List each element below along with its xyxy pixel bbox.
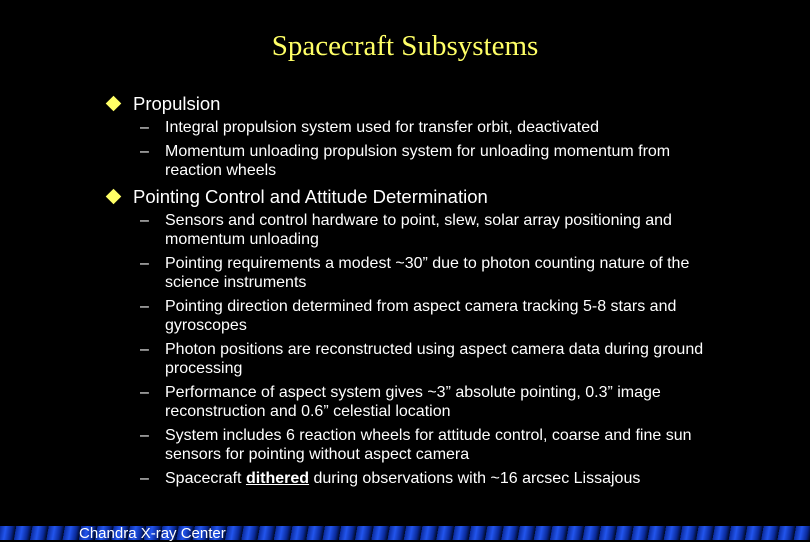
slide-title: Spacecraft Subsystems [271, 30, 539, 62]
diamond-bullet-icon [106, 96, 122, 112]
dash-marker: – [140, 119, 149, 136]
dash-marker: – [140, 383, 149, 401]
bullet-label: Propulsion [133, 93, 221, 114]
footer-text: Chandra X-ray Center [79, 525, 226, 542]
sub-item: – Performance of aspect system gives ~3” absolute pointing, 0.3” image reconstruction and 0.6” celestial location [140, 383, 661, 420]
dash-marker: – [140, 142, 149, 160]
pointing-sub-list [140, 211, 748, 489]
dash-marker: – [140, 340, 149, 358]
sub-item: – System includes 6 reaction wheels for attitude control, coarse and fine sun sensors for pointing without aspect camera [140, 426, 692, 463]
bullet-pointing-control [108, 185, 748, 208]
sub-item: – Integral propulsion system used for transfer orbit, deactivated [140, 119, 599, 136]
propulsion-sub-list [140, 118, 748, 181]
sub-item: – Sensors and control hardware to point, slew, solar array positioning and momentum unloading [140, 211, 672, 248]
slide-content [108, 92, 748, 492]
emphasized-word: dithered [245, 469, 310, 487]
bullet-label: Pointing Control and Attitude Determination [133, 185, 488, 207]
dash-marker: – [140, 297, 149, 315]
dash-marker: – [140, 426, 149, 444]
dash-marker: – [140, 254, 149, 272]
sub-item: – Photon positions are reconstructed using aspect camera data during ground processing [140, 340, 704, 377]
diamond-bullet-icon [106, 188, 122, 204]
sub-item-dithered: – Spacecraft dithered during observations with ~16 arcsec Lissajous [140, 469, 641, 487]
dash-marker: – [140, 469, 149, 487]
sub-item: – Pointing direction determined from aspect camera tracking 5-8 stars and gyroscopes [140, 297, 677, 334]
sub-item: – Momentum unloading propulsion system for unloading momentum from reaction wheels [140, 142, 671, 179]
bullet-propulsion [108, 92, 748, 115]
sub-item: – Pointing requirements a modest ~30” due to photon counting nature of the science instruments [140, 254, 690, 291]
dash-marker: – [140, 211, 149, 229]
